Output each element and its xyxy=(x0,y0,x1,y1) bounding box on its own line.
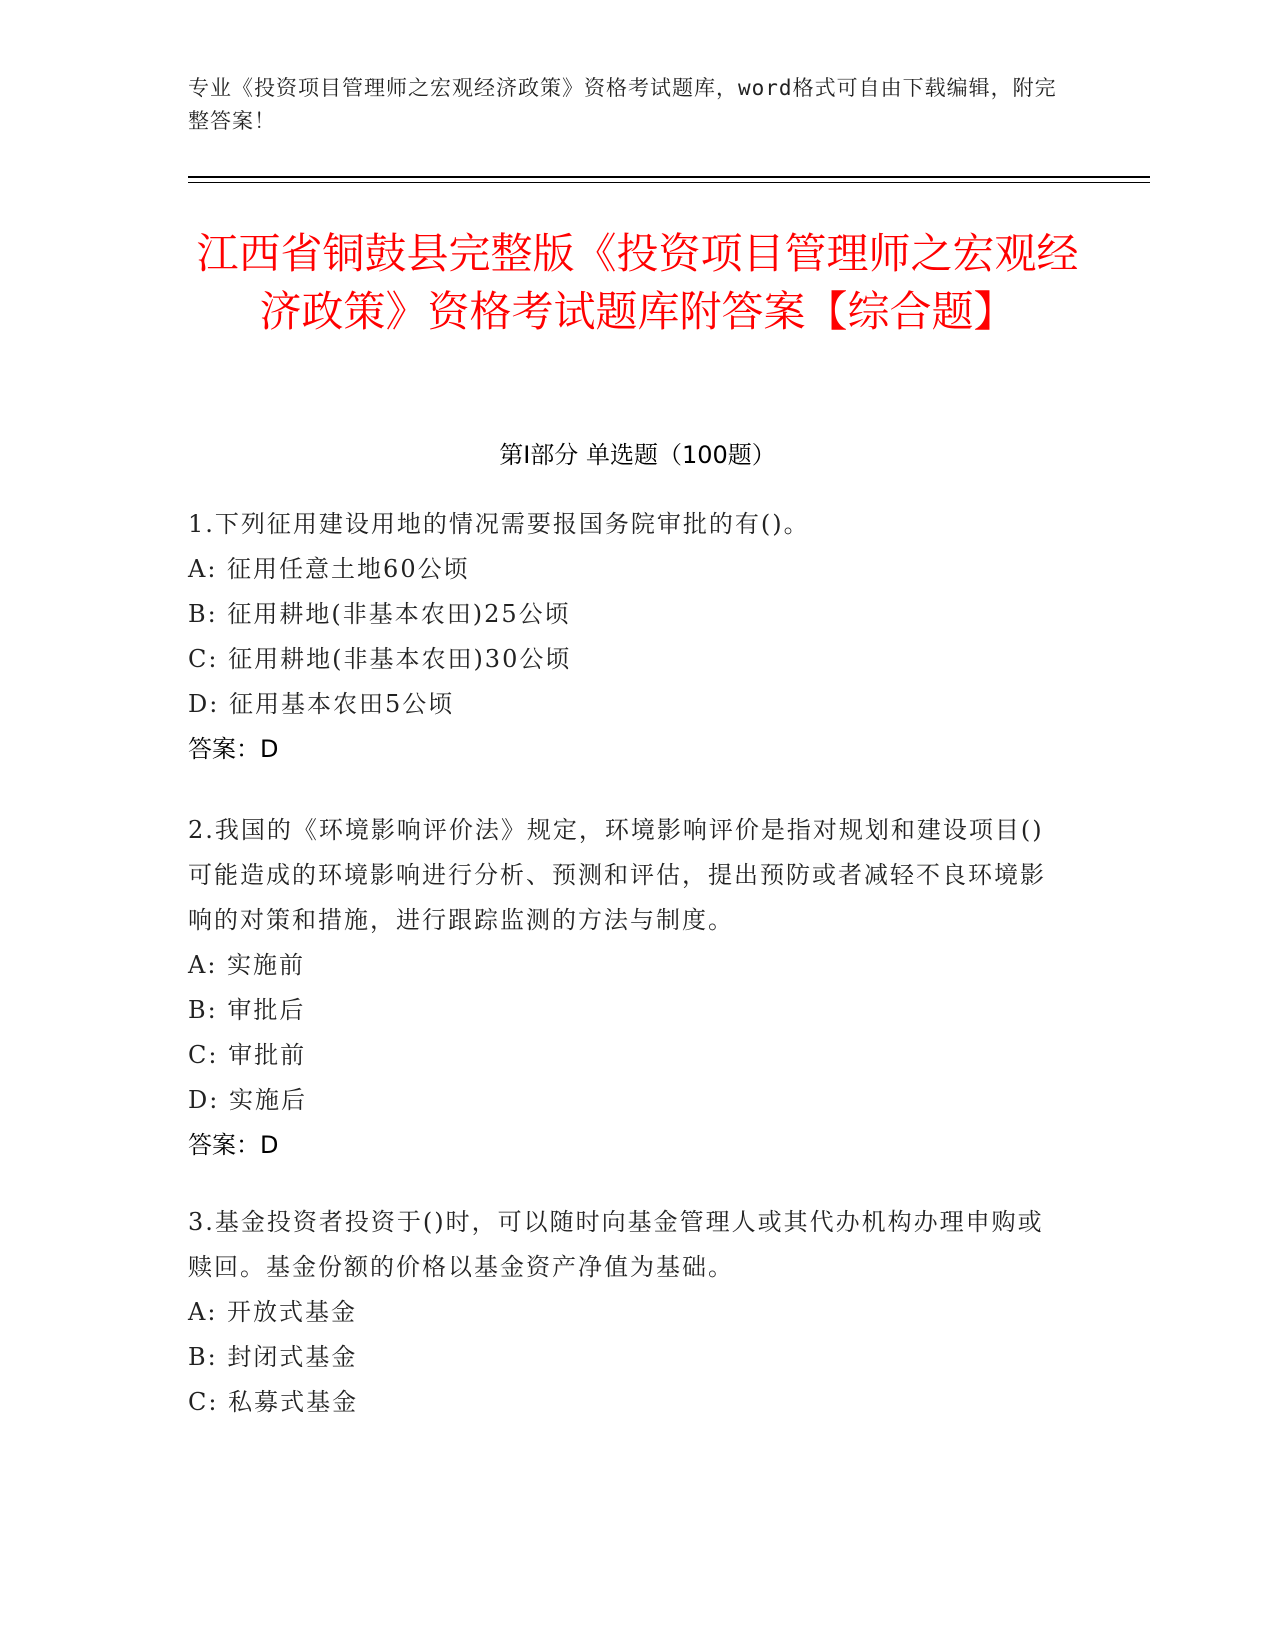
question-3 xyxy=(188,1200,1068,1425)
option-b: B: 封闭式基金 xyxy=(188,1343,358,1371)
question-2 xyxy=(188,808,1068,1168)
option-b: B: 征用耕地(非基本农田)25公顷 xyxy=(188,600,571,628)
option-a: A: 开放式基金 xyxy=(188,1298,358,1326)
header-note: 专业《投资项目管理师之宏观经济政策》资格考试题库，word格式可自由下载编辑，附完整答案！ xyxy=(188,76,1057,133)
question-stem: 2.我国的《环境影响评价法》规定，环境影响评价是指对规划和建设项目()可能造成的环境影响进行分析、预测和评估，提出预防或者减轻不良环境影响的对策和措施，进行跟踪监测的方法与制度。 xyxy=(188,816,1046,934)
header-divider-thin xyxy=(188,182,1150,183)
header-divider-thick xyxy=(188,176,1150,178)
section-heading: 第I部分 单选题（100题） xyxy=(499,441,776,469)
question-1 xyxy=(188,502,1068,772)
answer: 答案：D xyxy=(188,1131,279,1159)
question-stem: 3.基金投资者投资于()时，可以随时向基金管理人或其代办机构办理申购或赎回。基金份额的价格以基金资产净值为基础。 xyxy=(188,1208,1044,1281)
option-a: A: 实施前 xyxy=(188,951,306,979)
option-c: C: 私募式基金 xyxy=(188,1388,359,1416)
option-b: B: 审批后 xyxy=(188,996,306,1024)
answer: 答案：D xyxy=(188,735,279,763)
option-d: D: 征用基本农田5公顷 xyxy=(188,690,455,718)
option-a: A: 征用任意土地60公顷 xyxy=(188,555,470,583)
option-c: C: 征用耕地(非基本农田)30公顷 xyxy=(188,645,572,673)
question-stem: 1.下列征用建设用地的情况需要报国务院审批的有()。 xyxy=(188,510,810,538)
document-title: 江西省铜鼓县完整版《投资项目管理师之宏观经济政策》资格考试题库附答案【综合题】 xyxy=(196,229,1079,336)
option-d: D: 实施后 xyxy=(188,1086,307,1114)
option-c: C: 审批前 xyxy=(188,1041,307,1069)
